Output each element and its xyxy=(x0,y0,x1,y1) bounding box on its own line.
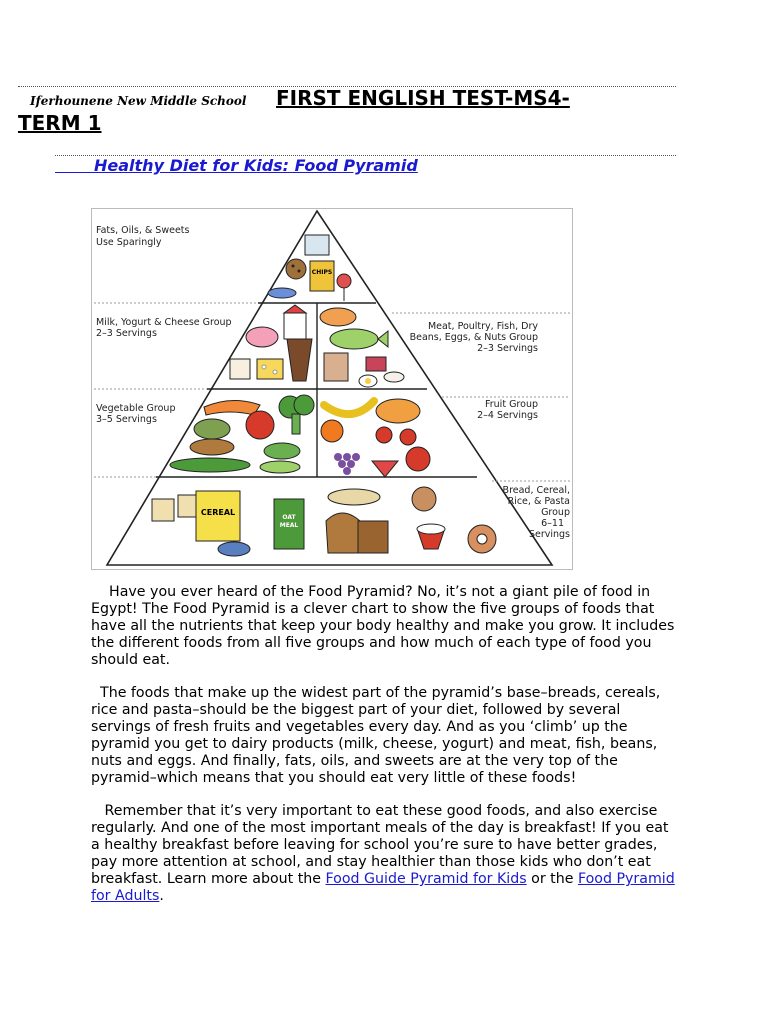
test-title-line1: FIRST ENGLISH TEST-MS4- xyxy=(276,86,570,110)
paragraph-3-connector: or the xyxy=(526,871,578,887)
food-pyramid-image xyxy=(91,208,573,570)
label-bread-name: Bread, Cereal, xyxy=(502,485,570,496)
label-milk-servings: 2–3 Servings xyxy=(96,328,157,339)
label-bread-name2: Rice, & Pasta xyxy=(507,496,570,507)
label-vegetable-name: Vegetable Group xyxy=(96,403,176,414)
label-bread-name3: Group xyxy=(541,507,570,518)
oatmeal-label-1: OAT xyxy=(282,514,296,521)
label-bread-servings: 6–11 xyxy=(541,518,564,529)
subtitle-text: Healthy Diet for Kids: Food Pyramid xyxy=(94,156,418,175)
test-title-line2: TERM 1 xyxy=(18,111,102,135)
label-vegetable-servings: 3–5 Servings xyxy=(96,414,157,425)
paragraph-1 xyxy=(91,584,681,669)
cereal-box-label: CEREAL xyxy=(200,508,236,517)
label-fruit-servings: 2–4 Servings xyxy=(477,410,538,421)
label-meat-servings: 2–3 Servings xyxy=(477,343,538,354)
chips-label: CHIPS xyxy=(311,269,333,276)
label-meat-name2: Beans, Eggs, & Nuts Group xyxy=(409,332,538,343)
paragraph-2-text: The foods that make up the widest part of the pyramid’s base–breads, cereals, rice and pasta–should be the biggest part of your diet, followed by several servings of fresh fruits and vegetables every day. And as you ‘climb’ up the pyramid you get to dairy products (milk, cheese, yogurt) and meat, fish, beans, nuts and eggs. And finally, fats, oils, and sweets are at the very top of the pyramid–which means that you should eat very little of these foods! xyxy=(91,685,661,786)
paragraph-2 xyxy=(91,685,681,787)
label-fats-name: Fats, Oils, & Sweets xyxy=(96,225,190,236)
label-milk-name: Milk, Yogurt & Cheese Group xyxy=(96,317,232,328)
paragraph-3-text: Remember that it’s very important to eat these good foods, and also exercise regularly. And one of the most important meals of the day is breakfast! If you eat a healthy breakfast before leaving for school you’re sure to have better grades, pay more attention at school, and stay healthier than those kids who don’t eat breakfast. Learn more about the xyxy=(91,803,669,887)
oatmeal-label-2: MEAL xyxy=(279,522,299,529)
article-body xyxy=(91,584,681,921)
food-pyramid-adults-link[interactable]: Food Pyramid for Adults xyxy=(91,871,675,904)
label-meat-name: Meat, Poultry, Fish, Dry xyxy=(427,321,538,332)
label-fats-servings: Use Sparingly xyxy=(96,237,162,248)
school-name: Iferhounene New Middle School xyxy=(30,94,247,108)
page-subtitle xyxy=(55,156,418,175)
label-fruit-name: Fruit Group xyxy=(484,399,538,410)
label-bread-servings2: Servings xyxy=(528,529,570,540)
paragraph-3-end: . xyxy=(159,888,164,904)
food-guide-pyramid-kids-link[interactable]: Food Guide Pyramid for Kids xyxy=(325,871,527,887)
paragraph-1-text: Have you ever heard of the Food Pyramid? No, it’s not a giant pile of food in Egypt! The Food Pyramid is a clever chart to show the five groups of foods that have all the nutrients that keep your body healthy and make you grow. It includes the different foods from all five groups and how much of each type of food you should eat. xyxy=(91,584,675,668)
food-pyramid-diagram xyxy=(92,209,572,569)
paragraph-3 xyxy=(91,803,681,905)
